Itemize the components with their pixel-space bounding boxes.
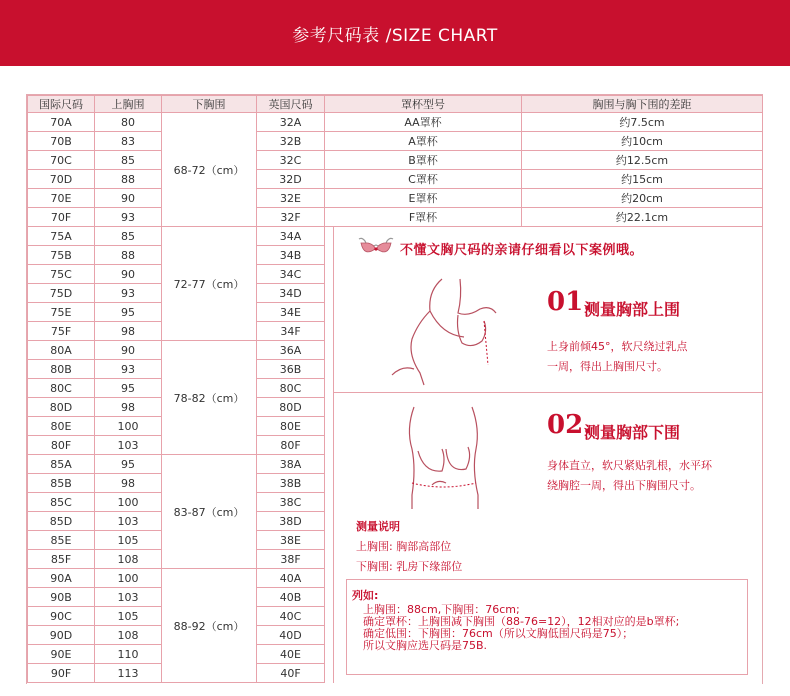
cell-under-bust-range: 72-77（cm） [162,227,257,341]
step-1-desc-line-1: 上身前倾45°，软尺绕过乳点 [547,340,688,353]
table-row [28,113,763,132]
cell-upper-bust: 85 [95,227,162,246]
col-header-bust-difference: 胸围与胸下围的差距 [522,96,763,113]
cell-upper-bust: 100 [95,417,162,436]
cell-upper-bust: 108 [95,626,162,645]
cell-intl-size: 75F [28,322,95,341]
cell-intl-size: 80B [28,360,95,379]
cell-under-bust-range: 78-82（cm） [162,341,257,455]
example-line: 所以文胸应选尺码是75B. [363,639,488,652]
cell-intl-size: 85B [28,474,95,493]
cell-upper-bust: 103 [95,436,162,455]
cell-uk-size: 32B [257,132,325,151]
page-title: 参考尺码表 /SIZE CHART [292,25,498,46]
cell-intl-size: 75B [28,246,95,265]
cell-intl-size: 75E [28,303,95,322]
cell-intl-size: 90C [28,607,95,626]
cell-intl-size: 70A [28,113,95,132]
cell-bust-difference: 约22.1cm [522,208,763,227]
example-title: 列如: [352,589,379,602]
col-header-under-bust: 下胸围 [162,96,257,113]
notes-lower-value: 乳房下缘部位 [396,560,463,573]
cell-upper-bust: 100 [95,493,162,512]
title-banner [0,0,790,66]
cell-upper-bust: 85 [95,151,162,170]
cell-upper-bust: 103 [95,512,162,531]
cell-upper-bust: 113 [95,664,162,683]
cell-cup-type: F罩杯 [325,208,522,227]
cell-upper-bust: 90 [95,189,162,208]
cell-upper-bust: 93 [95,360,162,379]
col-header-cup-type: 罩杯型号 [325,96,522,113]
col-header-upper-bust: 上胸围 [95,96,162,113]
step-2-title: 测量胸部下围 [584,423,681,442]
notes-upper [356,537,462,557]
cell-uk-size: 40F [257,664,325,683]
cell-uk-size: 40E [257,645,325,664]
col-header-intl-size: 国际尺码 [28,96,95,113]
cell-cup-type: C罩杯 [325,170,522,189]
example-line: 确定低围：下胸围：76cm（所以文胸低围尺码是75）； [363,627,634,640]
step-1-desc-line-2: 一周，得出上胸围尺寸。 [547,360,668,373]
cell-intl-size: 70D [28,170,95,189]
step-2-desc-line-1: 身体直立，软尺紧贴乳根，水平环 [547,459,712,472]
notes-lower-label: 下胸围: [356,560,393,573]
cell-bust-difference: 约7.5cm [522,113,763,132]
example-box [346,579,748,675]
cell-uk-size: 34B [257,246,325,265]
cell-upper-bust: 88 [95,170,162,189]
step-1-description [547,337,688,377]
cell-uk-size: 38B [257,474,325,493]
cell-upper-bust: 90 [95,341,162,360]
cell-bust-difference: 约20cm [522,189,763,208]
section-divider [334,392,763,393]
step-1-title: 测量胸部上围 [584,300,681,319]
cell-under-bust-range: 83-87（cm） [162,455,257,569]
cell-cup-type: A罩杯 [325,132,522,151]
measure-guide-panel [333,227,762,683]
cell-intl-size: 70F [28,208,95,227]
example-lines [363,604,679,652]
cell-intl-size: 80C [28,379,95,398]
cell-upper-bust: 88 [95,246,162,265]
cell-bust-difference: 约10cm [522,132,763,151]
cell-uk-size: 80E [257,417,325,436]
cell-cup-type: AA罩杯 [325,113,522,132]
cell-intl-size: 80D [28,398,95,417]
cell-cup-type: B罩杯 [325,151,522,170]
cell-upper-bust: 100 [95,569,162,588]
cell-uk-size: 32C [257,151,325,170]
cell-intl-size: 90B [28,588,95,607]
step-1-number: 01. [547,287,593,317]
cell-upper-bust: 95 [95,379,162,398]
cell-uk-size: 36A [257,341,325,360]
cell-intl-size: 85E [28,531,95,550]
cell-under-bust-range: 88-92（cm） [162,569,257,683]
cell-intl-size: 75D [28,284,95,303]
cell-uk-size: 36B [257,360,325,379]
cell-uk-size: 34E [257,303,325,322]
cell-intl-size: 90F [28,664,95,683]
cell-uk-size: 40A [257,569,325,588]
table-row [28,189,763,208]
cell-uk-size: 40C [257,607,325,626]
cell-upper-bust: 95 [95,455,162,474]
cell-upper-bust: 98 [95,398,162,417]
cell-intl-size: 75A [28,227,95,246]
notes-upper-label: 上胸围: [356,540,393,553]
cell-uk-size: 40B [257,588,325,607]
cell-uk-size: 32E [257,189,325,208]
cell-intl-size: 90D [28,626,95,645]
table-row [28,151,763,170]
cell-uk-size: 38A [257,455,325,474]
cell-uk-size: 34A [257,227,325,246]
cell-intl-size: 90A [28,569,95,588]
guide-intro-text: 不懂文胸尺码的亲请仔细看以下案例哦。 [400,242,644,258]
cell-uk-size: 80D [257,398,325,417]
cell-uk-size: 80F [257,436,325,455]
cell-upper-bust: 98 [95,322,162,341]
table-row [28,132,763,151]
cell-intl-size: 85D [28,512,95,531]
guide-intro [356,235,643,261]
cell-intl-size: 80E [28,417,95,436]
step-2-number: 02. [547,410,593,440]
cell-uk-size: 32D [257,170,325,189]
cell-upper-bust: 90 [95,265,162,284]
cell-uk-size: 32F [257,208,325,227]
cell-intl-size: 70C [28,151,95,170]
example-line: 确定罩杯：上胸围减下胸围（88-76=12），12相对应的是b罩杯; [363,615,680,628]
step-2-desc-line-2: 绕胸腔一周，得出下胸围尺寸。 [547,479,701,492]
cell-uk-size: 34C [257,265,325,284]
notes-lower [356,557,462,577]
cell-upper-bust: 108 [95,550,162,569]
example-line: 上胸围：88cm,下胸围：76cm; [363,603,520,616]
cell-bust-difference: 约15cm [522,170,763,189]
cell-uk-size: 40D [257,626,325,645]
cell-under-bust-range: 68-72（cm） [162,113,257,227]
cell-cup-type: E罩杯 [325,189,522,208]
cell-intl-size: 70B [28,132,95,151]
cell-uk-size: 32A [257,113,325,132]
cell-upper-bust: 83 [95,132,162,151]
cell-upper-bust: 105 [95,531,162,550]
table-header-row [28,96,763,113]
col-header-uk-size: 英国尺码 [257,96,325,113]
step-2-description [547,456,712,496]
cell-intl-size: 80F [28,436,95,455]
cell-bust-difference: 约12.5cm [522,151,763,170]
cell-upper-bust: 93 [95,208,162,227]
cell-upper-bust: 105 [95,607,162,626]
cell-upper-bust: 110 [95,645,162,664]
cell-upper-bust: 98 [95,474,162,493]
cell-intl-size: 80A [28,341,95,360]
cell-upper-bust: 93 [95,284,162,303]
cell-intl-size: 75C [28,265,95,284]
upper-bust-measure-illustration [372,275,522,387]
notes-upper-value: 胸部高部位 [396,540,452,553]
cell-uk-size: 38D [257,512,325,531]
cell-intl-size: 85A [28,455,95,474]
cell-upper-bust: 80 [95,113,162,132]
cell-intl-size: 70E [28,189,95,208]
cell-intl-size: 85C [28,493,95,512]
cell-uk-size: 38F [257,550,325,569]
notes-title: 测量说明 [356,520,400,533]
cell-upper-bust: 103 [95,588,162,607]
cell-intl-size: 90E [28,645,95,664]
cell-uk-size: 34F [257,322,325,341]
cell-upper-bust: 95 [95,303,162,322]
cell-uk-size: 38C [257,493,325,512]
table-row [28,208,763,227]
cell-intl-size: 85F [28,550,95,569]
under-bust-measure-illustration [372,399,522,511]
table-row [28,170,763,189]
cell-uk-size: 80C [257,379,325,398]
bra-icon [356,235,396,261]
cell-uk-size: 38E [257,531,325,550]
measurement-notes [356,517,462,577]
cell-uk-size: 34D [257,284,325,303]
